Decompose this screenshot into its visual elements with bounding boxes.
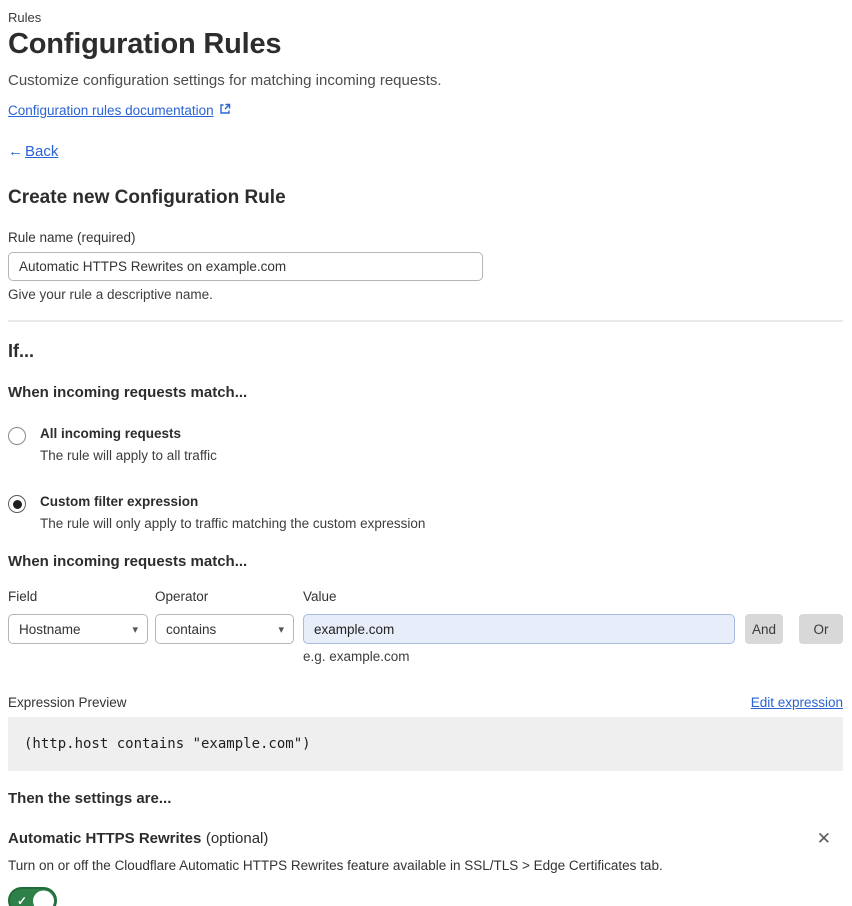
page-subtitle: Customize configuration settings for matching incoming requests.: [8, 72, 442, 89]
value-input[interactable]: [303, 614, 735, 644]
section-divider: [8, 320, 843, 322]
close-icon[interactable]: ✕: [816, 829, 831, 848]
page-title: Configuration Rules: [8, 28, 282, 60]
radio-button-checked[interactable]: [8, 495, 26, 513]
if-heading: If...: [8, 341, 34, 361]
check-icon: ✓: [17, 893, 28, 906]
field-select-value: Hostname: [19, 621, 81, 637]
option-description: The rule will apply to all traffic: [40, 448, 217, 463]
expression-preview-code: (http.host contains "example.com"): [8, 717, 843, 771]
operator-label: Operator: [155, 589, 209, 604]
builder-labels-row: [8, 589, 843, 604]
rule-name-helper: Give your rule a descriptive name.: [8, 287, 213, 302]
rule-name-label: Rule name (required): [8, 230, 136, 245]
toggle-knob: [33, 890, 54, 906]
chevron-down-icon: ▾: [278, 623, 284, 636]
field-select[interactable]: [8, 614, 148, 644]
back-link-label: Back: [25, 143, 59, 160]
setting-header-row: [8, 830, 843, 848]
option-label: Custom filter expression: [40, 494, 199, 509]
documentation-link-label: Configuration rules documentation: [8, 103, 214, 118]
back-arrow-icon: ←: [8, 143, 23, 160]
expression-preview-row: [8, 695, 843, 710]
edit-expression-link[interactable]: Edit expression: [750, 695, 843, 710]
breadcrumb: Rules: [8, 10, 42, 25]
back-link[interactable]: [8, 143, 58, 160]
builder-controls-row: [8, 614, 843, 644]
option-all-incoming-requests[interactable]: [8, 426, 843, 463]
option-label: All incoming requests: [40, 426, 182, 441]
option-description: The rule will only apply to traffic matching the custom expression: [40, 516, 426, 531]
setting-optional-tag: (optional): [205, 830, 269, 847]
operator-select-value: contains: [166, 621, 217, 637]
radio-button-unchecked[interactable]: [8, 427, 26, 445]
documentation-link[interactable]: [8, 103, 231, 118]
and-button[interactable]: And: [745, 614, 783, 644]
operator-select[interactable]: [155, 614, 294, 644]
option-custom-filter-expression[interactable]: [8, 494, 843, 531]
setting-name: Automatic HTTPS Rewrites: [8, 830, 202, 847]
or-button[interactable]: Or: [799, 614, 843, 644]
expression-preview-label: Expression Preview: [8, 695, 127, 710]
then-settings-heading: Then the settings are...: [8, 790, 172, 807]
setting-toggle-on[interactable]: [8, 887, 57, 906]
create-rule-heading: Create new Configuration Rule: [8, 187, 286, 208]
value-helper: e.g. example.com: [303, 649, 410, 664]
setting-description: Turn on or off the Cloudflare Automatic HTTPS Rewrites feature available in SSL/TLS > Edge Certificates tab.: [8, 858, 663, 873]
rule-name-input[interactable]: [8, 252, 483, 281]
field-label: Field: [8, 589, 38, 604]
chevron-down-icon: ▾: [132, 623, 138, 636]
builder-heading: When incoming requests match...: [8, 553, 248, 570]
external-link-icon: [219, 103, 231, 118]
match-heading: When incoming requests match...: [8, 384, 248, 401]
value-label: Value: [303, 589, 337, 604]
